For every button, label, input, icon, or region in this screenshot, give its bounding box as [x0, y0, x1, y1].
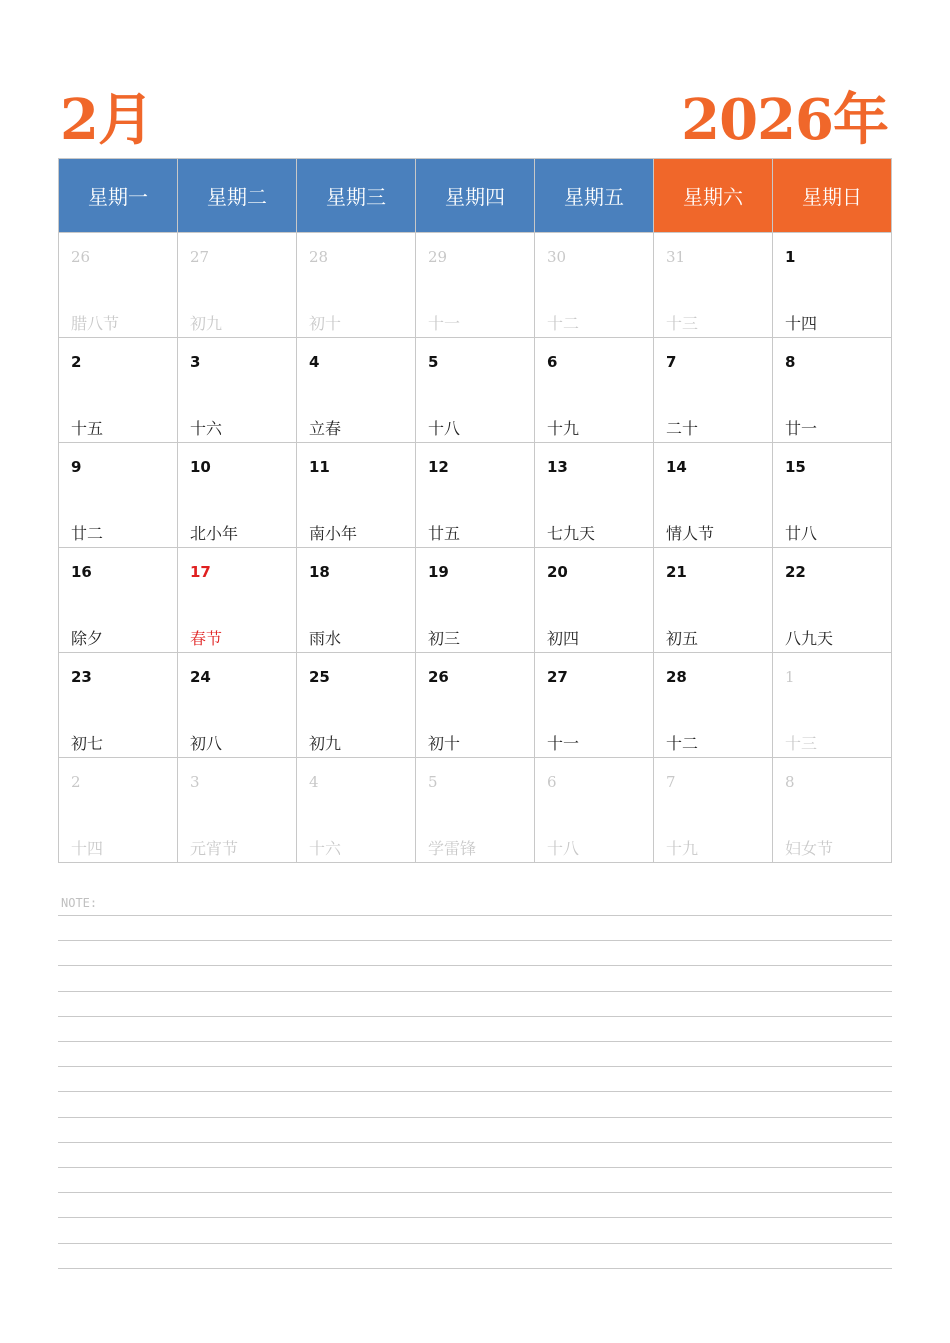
day-number: 22 [785, 563, 806, 581]
day-cell[interactable] [178, 653, 297, 758]
day-cell-adjacent-month[interactable] [654, 233, 773, 338]
day-number: 11 [309, 458, 330, 476]
lunar-date: 廿一 [785, 419, 818, 438]
week-row [59, 233, 892, 338]
lunar-date: 雨水 [309, 629, 342, 648]
lunar-date: 十四 [71, 839, 104, 858]
day-number: 27 [190, 248, 210, 266]
day-number: 9 [71, 458, 82, 476]
lunar-date: 二十 [666, 419, 699, 438]
lunar-date: 初八 [190, 734, 223, 753]
day-cell[interactable] [59, 548, 178, 653]
lunar-date: 廿五 [428, 524, 461, 543]
day-cell-adjacent-month[interactable] [773, 653, 892, 758]
day-number: 19 [428, 563, 449, 581]
lunar-date: 十六 [309, 839, 342, 858]
day-cell-adjacent-month[interactable] [178, 758, 297, 863]
day-cell[interactable] [59, 338, 178, 443]
day-number: 24 [190, 668, 211, 686]
day-cell[interactable] [773, 548, 892, 653]
lunar-date: 十九 [547, 419, 580, 438]
day-cell-adjacent-month[interactable] [654, 758, 773, 863]
day-cell-adjacent-month[interactable] [59, 233, 178, 338]
day-number: 10 [190, 458, 211, 476]
note-line [58, 940, 892, 941]
lunar-date: 南小年 [309, 524, 358, 543]
day-number: 1 [785, 248, 796, 266]
weekday-header-saturday: 星期六 [654, 159, 773, 233]
day-number: 7 [666, 353, 677, 371]
day-number: 5 [428, 353, 439, 371]
weekday-header-row [59, 159, 892, 233]
day-number: 17 [190, 563, 211, 581]
lunar-date: 七九天 [547, 524, 596, 543]
day-cell[interactable] [654, 443, 773, 548]
note-line [58, 1268, 892, 1269]
note-line [58, 991, 892, 992]
lunar-date: 十二 [666, 734, 699, 753]
day-cell[interactable] [416, 653, 535, 758]
calendar-grid [58, 158, 892, 863]
day-number: 18 [309, 563, 330, 581]
lunar-date: 十九 [666, 839, 699, 858]
day-number: 25 [309, 668, 330, 686]
lunar-date: 立春 [309, 419, 342, 438]
day-cell[interactable] [535, 338, 654, 443]
day-number: 27 [547, 668, 568, 686]
lunar-date: 初五 [666, 629, 699, 648]
day-number: 8 [785, 773, 795, 791]
day-number: 12 [428, 458, 449, 476]
day-number: 26 [428, 668, 449, 686]
lunar-date: 十四 [785, 314, 818, 333]
lunar-date: 初七 [71, 734, 104, 753]
day-number: 3 [190, 773, 200, 791]
day-cell[interactable] [535, 443, 654, 548]
day-cell[interactable] [297, 548, 416, 653]
day-number: 3 [190, 353, 201, 371]
day-cell-adjacent-month[interactable] [773, 758, 892, 863]
day-number: 26 [71, 248, 91, 266]
lunar-date: 元宵节 [190, 839, 239, 858]
day-number: 15 [785, 458, 806, 476]
day-cell[interactable] [416, 338, 535, 443]
day-cell[interactable] [654, 338, 773, 443]
day-number: 21 [666, 563, 687, 581]
lunar-date: 廿八 [785, 524, 818, 543]
day-number: 1 [785, 668, 795, 686]
day-cell-adjacent-month[interactable] [416, 233, 535, 338]
day-number: 4 [309, 773, 319, 791]
day-cell[interactable] [773, 233, 892, 338]
weekday-header: 星期五 [535, 159, 654, 233]
lunar-date: 北小年 [190, 524, 239, 543]
day-cell[interactable] [654, 548, 773, 653]
day-number: 2 [71, 773, 81, 791]
lunar-date: 十八 [428, 419, 461, 438]
day-cell[interactable] [416, 548, 535, 653]
day-cell[interactable] [59, 443, 178, 548]
note-line [58, 1142, 892, 1143]
day-cell[interactable] [773, 338, 892, 443]
week-row [59, 548, 892, 653]
day-number: 16 [71, 563, 92, 581]
note-line [58, 915, 892, 916]
note-line [58, 965, 892, 966]
lunar-date: 学雷锋 [428, 839, 477, 858]
day-cell[interactable] [178, 338, 297, 443]
note-line [58, 1167, 892, 1168]
month-title: 2月 [60, 87, 153, 153]
note-line [58, 1016, 892, 1017]
lunar-date: 初九 [190, 314, 223, 333]
lunar-date: 十一 [428, 314, 461, 333]
day-cell[interactable] [178, 443, 297, 548]
lunar-date: 八九天 [785, 629, 834, 648]
lunar-date: 十八 [547, 839, 580, 858]
weekday-header: 星期四 [416, 159, 535, 233]
day-cell[interactable] [773, 443, 892, 548]
weekday-header-sunday: 星期日 [773, 159, 892, 233]
weekday-header: 星期二 [178, 159, 297, 233]
day-cell-adjacent-month[interactable] [535, 233, 654, 338]
lunar-date: 十三 [785, 734, 818, 753]
day-cell-adjacent-month[interactable] [297, 233, 416, 338]
note-line [58, 1243, 892, 1244]
lunar-date: 十六 [190, 419, 223, 438]
day-number: 29 [428, 248, 448, 266]
lunar-date: 廿二 [71, 524, 104, 543]
day-number: 20 [547, 563, 568, 581]
day-number: 14 [666, 458, 687, 476]
day-number: 30 [547, 248, 567, 266]
day-cell[interactable] [535, 548, 654, 653]
lunar-date: 十一 [547, 734, 580, 753]
note-line [58, 1117, 892, 1118]
day-cell[interactable] [654, 653, 773, 758]
day-cell-adjacent-month[interactable] [535, 758, 654, 863]
day-number: 23 [71, 668, 92, 686]
week-row [59, 443, 892, 548]
weekday-header: 星期三 [297, 159, 416, 233]
lunar-date: 情人节 [666, 524, 715, 543]
day-number: 7 [666, 773, 676, 791]
day-number: 8 [785, 353, 796, 371]
lunar-date: 初四 [547, 629, 580, 648]
day-number: 2 [71, 353, 82, 371]
week-row [59, 338, 892, 443]
day-number: 6 [547, 353, 558, 371]
weekday-header: 星期一 [59, 159, 178, 233]
week-row [59, 758, 892, 863]
lunar-date: 初十 [428, 734, 461, 753]
day-cell[interactable] [59, 653, 178, 758]
note-line [58, 1217, 892, 1218]
lunar-date: 十二 [547, 314, 580, 333]
day-cell-adjacent-month[interactable] [416, 758, 535, 863]
note-line [58, 1192, 892, 1193]
day-cell[interactable] [297, 653, 416, 758]
lunar-date: 腊八节 [71, 314, 120, 333]
year-title: 2026年 [681, 87, 888, 153]
day-number: 31 [666, 248, 686, 266]
lunar-date: 春节 [190, 629, 223, 648]
day-cell[interactable] [535, 653, 654, 758]
lunar-date: 妇女节 [785, 839, 834, 858]
note-line [58, 1066, 892, 1067]
lunar-date: 初九 [309, 734, 342, 753]
lunar-date: 初三 [428, 629, 461, 648]
day-cell[interactable] [178, 548, 297, 653]
lunar-date: 初十 [309, 314, 342, 333]
day-cell-adjacent-month[interactable] [297, 758, 416, 863]
lunar-date: 十五 [71, 419, 104, 438]
day-number: 28 [309, 248, 329, 266]
lunar-date: 十三 [666, 314, 699, 333]
day-cell-adjacent-month[interactable] [59, 758, 178, 863]
week-row [59, 653, 892, 758]
day-number: 6 [547, 773, 557, 791]
day-cell-adjacent-month[interactable] [178, 233, 297, 338]
note-label: NOTE: [61, 896, 98, 910]
day-number: 5 [428, 773, 438, 791]
note-line [58, 1091, 892, 1092]
day-number: 13 [547, 458, 568, 476]
day-number: 4 [309, 353, 320, 371]
note-line [58, 1041, 892, 1042]
lunar-date: 除夕 [71, 629, 104, 648]
day-cell[interactable] [297, 443, 416, 548]
day-number: 28 [666, 668, 687, 686]
day-cell[interactable] [416, 443, 535, 548]
day-cell[interactable] [297, 338, 416, 443]
